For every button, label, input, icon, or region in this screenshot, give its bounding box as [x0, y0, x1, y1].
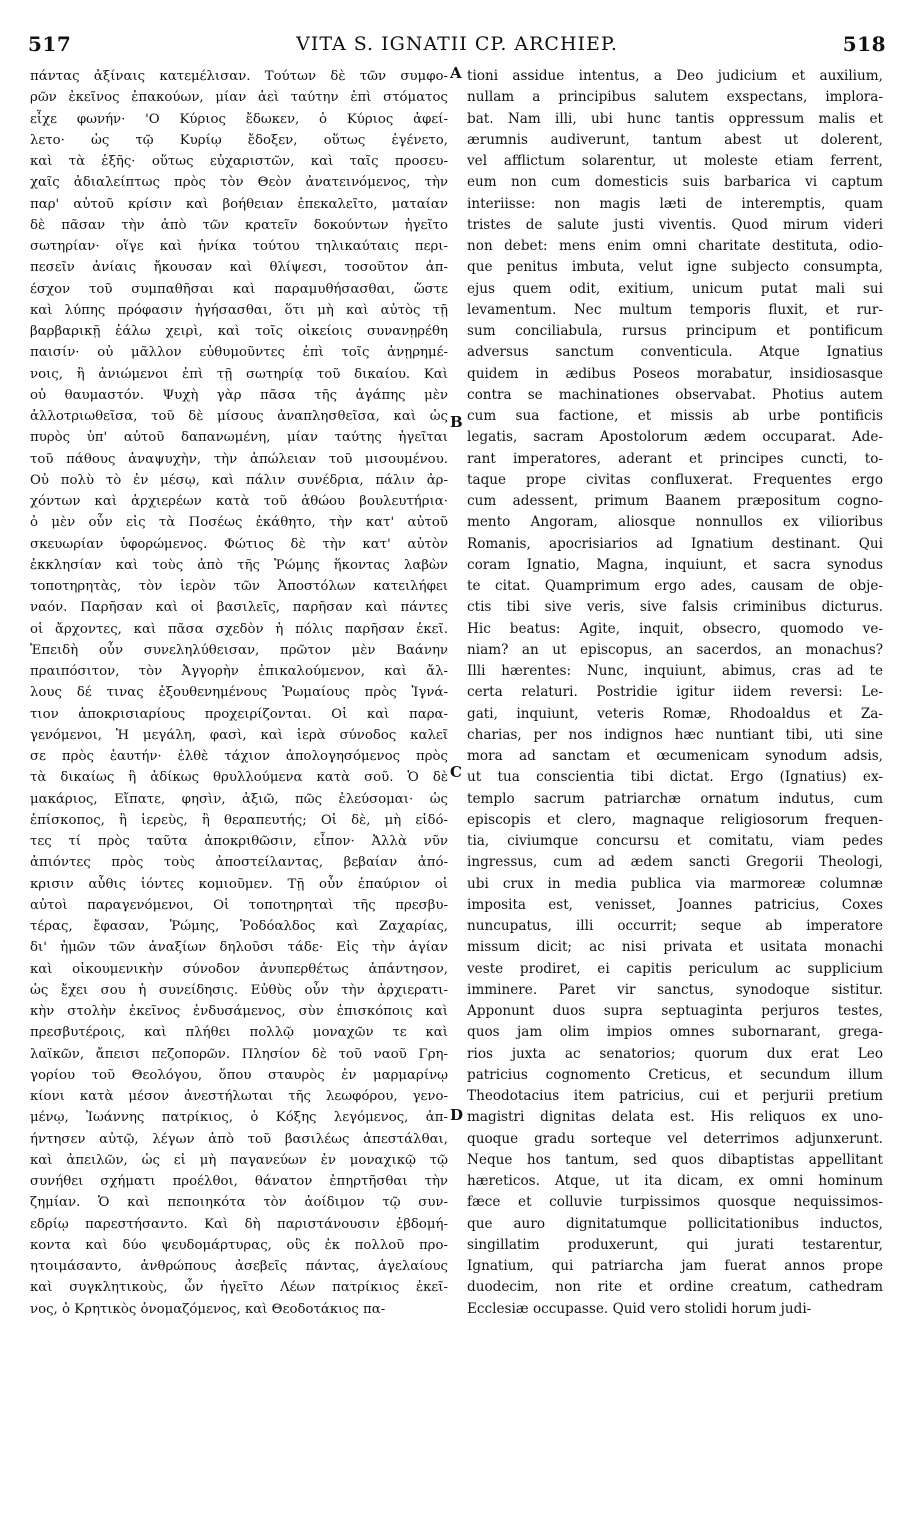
greek-text-line: οἱ ἄρχοντες, καὶ πᾶσα σχεδὸν ἡ πόλις παρῆσαν ἐκεῖ.	[30, 621, 448, 637]
greek-text-line: γενόμενοι, Ἡ μεγάλη, φασὶ, καὶ ἱερὰ σύνοδος καλεῖ	[30, 727, 448, 743]
greek-text-line: πεσεῖν ἀνίαις ἤκουσαν καὶ θλίψεσι, τοσοῦτον ἀπ-	[30, 260, 448, 276]
page-header	[28, 32, 886, 62]
latin-text-line: mora ad sanctam et œcumenicam synodum adsis,	[467, 748, 883, 764]
latin-text-line: Theodotacius item patricius, cui et perjurii pretium	[467, 1088, 883, 1104]
greek-text-line: πραιπόσιτον, τὸν Ἀγγορὴν ἐπικαλούμενον, καὶ ἄλ-	[30, 664, 448, 679]
greek-text-line: μένῳ, Ἰωάννης πατρίκιος, ὁ Κόξης λεγόμενος, ἀπ-	[30, 1110, 448, 1126]
greek-text-line: σε πρὸς ἑαυτήν· ἐλθὲ τάχιον ἀπολογησόμενος πρὸς	[30, 749, 448, 764]
greek-text-line: δὲ πᾶσαν τὴν ἀπὸ τῶν κρατεῖν δοκούντων ἡγεῖτο	[30, 217, 448, 233]
latin-text-line: ingressus, cum ad ædem sancti Gregorii Theologi,	[467, 854, 883, 871]
greek-text-line: βαρβαρικῇ ἑάλω χειρὶ, καὶ τοῖς οἰκείοις συνανῃρέθη	[30, 324, 448, 339]
latin-text-line: hæreticos. Atque, ut ita dicam, ex omni hominum	[467, 1173, 883, 1189]
latin-text-line: quos jam olim impios omnes subornarant, grega-	[467, 1024, 883, 1041]
latin-text-line: Romanis, apocrisiarios ad Ignatium destinant. Qui	[467, 535, 883, 552]
greek-text-line: τοποτηρητὰς, τὸν ἱερὸν τῶν Ἀποστόλων κατειλήφει	[30, 579, 448, 594]
latin-text-line: eum non cum domesticis suis barbarica vi captum	[467, 174, 883, 191]
latin-text-line: tioni assidue intentus, a Deo judicium et auxilium,	[467, 68, 883, 84]
greek-text-line: μακάριος, Εἴπατε, φησὶν, ἀξιῶ, πῶς ἐλεύσομαι· ὡς	[30, 791, 448, 807]
latin-text-line: imposita est, venisset, Joannes patricius, Coxes	[467, 896, 883, 913]
greek-text-line: εἶχε φωνήν· 'Ο Κύριος ἔδωκεν, ὁ Κύριος ἀφεί-	[30, 111, 448, 127]
latin-text-line: coram Ignatio, Magna, inquiunt, et sacra synodus	[467, 556, 883, 573]
greek-text-line: ζημίαν. Ὁ καὶ πεποιηκότα τὸν ἀοίδιμον τῷ συν-	[30, 1195, 448, 1211]
greek-text-line: εδρίῳ παρεστήσαντο. Καὶ δὴ παριστάνουσιν ἑβδομή-	[30, 1216, 448, 1232]
greek-text-line: κίονι κατὰ μέσον ἀνεστήλωται τῆς λεωφόρου, γενο-	[30, 1089, 448, 1104]
latin-text-line: te citat. Quamprimum ergo ades, causam de obje-	[467, 578, 883, 594]
greek-text-line: ἐκκλησίαν καὶ τοὺς ἀπὸ τῆς Ῥώμης ἥκοντας λαβὼν	[30, 557, 448, 573]
greek-text-line: ὡς ἔχει σου ἡ συνείδησις. Εὐθὺς οὖν τὴν ἀρχιερατι-	[30, 982, 448, 998]
greek-text-line: πρεσβυτέροις, καὶ πλήθει πολλῷ μοναχῶν τε καὶ	[30, 1025, 448, 1041]
latin-text-line: mento Angoram, aliosque nonnullos ex vilioribus	[467, 514, 883, 531]
greek-text-line: οὐ θαυμαστόν. Ψυχὴ γὰρ πᾶσα τῆς ἀγάπης μὲν	[30, 387, 448, 403]
latin-text-line: nullam a principibus salutem exspectans, implora-	[467, 89, 883, 106]
latin-text-line: Illi hærentes: Nunc, inquiunt, abimus, cras ad te	[467, 663, 883, 679]
greek-text-line: τέρας, ἔφασαν, Ῥώμης, Ῥοδόαλδος καὶ Ζαχαρίας,	[30, 919, 448, 934]
latin-text-line: ærumnis audiverunt, tantum abest ut dolerent,	[467, 131, 883, 148]
greek-text-line: τὰ δικαίως ἢ ἀδίκως θρυλλούμενα κατὰ σοῦ. Ὁ δὲ	[30, 770, 448, 786]
latin-text-line: ejus quem odit, exitium, unicum putat mali sui	[467, 280, 883, 297]
latin-text-line: Hic beatus: Agite, inquit, obsecro, quomodo ve-	[467, 620, 883, 637]
greek-text-line: ητοιμάσαντο, ἀνθρώπους ἀσεβεῖς πάντας, ἀγελαίους	[30, 1259, 448, 1274]
latin-text-line: quidem in ædibus Poseos morabatur, insidiosasque	[467, 365, 883, 382]
greek-text-line: καὶ τὰ ἑξῆς· οὕτως εὐχαριστῶν, καὶ ταῖς προσευ-	[30, 154, 448, 169]
greek-text-line: τοῦ πάθους ἀναψυχὴν, τὴν ἀπώλειαν τοῦ μισουμένου.	[30, 451, 448, 467]
latin-text-line: templo sacrum patriarchæ ornatum indutus, cum	[467, 790, 883, 807]
latin-text-column	[467, 66, 883, 1320]
latin-text-line: imminere. Paret vir sanctus, synodoque sistitur.	[467, 981, 883, 998]
margin-marker-c: C	[450, 763, 462, 781]
latin-text-line: niam? an ut episcopus, an sacerdos, an monachus?	[467, 641, 883, 658]
greek-text-line: Οὐ πολὺ τὸ ἐν μέσῳ, καὶ πάλιν συνέδρια, πάλιν ἀρ-	[30, 472, 448, 488]
greek-text-line: δι' ἡμῶν τῶν ἀναξίων δηλοῦσι τάδε· Εἰς τὴν ἁγίαν	[30, 940, 448, 956]
latin-text-line: tristes de salute justi viventis. Quod mirum videri	[467, 216, 883, 233]
greek-text-line: χαῖς ἀδιαλείπτως πρὸς τὸν Θεὸν ἀνατεινόμενος, τὴν	[30, 175, 448, 191]
greek-text-line: παρ' αὐτοῦ κρίσιν καὶ βοήθειαν ἐπεκαλεῖτο, ματαίαν	[30, 196, 448, 212]
latin-text-line: rios juxta ac senatorios; quorum dux erat Leo	[467, 1045, 883, 1062]
running-title: VITA S. IGNATII CP. ARCHIEP.	[296, 33, 618, 55]
latin-text-line: ubi crux in media publica via marmoreæ columnæ	[467, 875, 883, 892]
latin-text-line: duodecim, non rite et ordine creatum, cathedram	[467, 1279, 883, 1296]
latin-text-line: gati, inquiunt, veteris Romæ, Rhodoaldus et Za-	[467, 705, 883, 722]
margin-marker-a: A	[450, 64, 462, 82]
greek-text-line: λους δέ τινας ἐξουθενημένους Ῥωμαίους πρὸς Ἰγνά-	[30, 685, 448, 701]
latin-text-line: adversus sanctum conventicula. Atque Ignatius	[467, 344, 883, 361]
greek-text-line: κοντα καὶ δύο ψευδομάρτυρας, οὓς ἐκ πολλοῦ προ-	[30, 1237, 448, 1253]
latin-text-line: taque prope civitas confluxerat. Frequentes ergo	[467, 471, 883, 488]
latin-text-line: Ecclesiæ occupasse. Quid vero stolidi horum judi-	[467, 1300, 812, 1317]
latin-text-line: magistri dignitas delata est. His reliquos ex uno-	[467, 1109, 883, 1126]
greek-text-line: παισίν· οὐ μᾶλλον εὐθυμοῦντες ἐπὶ τοῖς ἀνῃρημέ-	[30, 345, 448, 361]
greek-text-line: ἐπίσκοπος, ἢ ἱερεὺς, ἢ θεραπευτής; Οἱ δὲ, μὴ εἰδό-	[30, 812, 448, 828]
greek-text-line: πάντας ἀξίναις κατεμέλισαν. Τούτων δὲ τῶν συμφο-	[30, 69, 448, 84]
greek-text-line: συνήθει σχήματι προέλθοι, θάνατον ἐπηρτῆσθαι τὴν	[30, 1174, 448, 1189]
greek-text-line: νος, ὁ Κρητικὸς ὀνομαζόμενος, καὶ Θεοδοτάκιος πα-	[30, 1301, 386, 1317]
greek-text-line: Ἐπειδὴ οὖν συνεληλύθεισαν, πρῶτον μὲν Βαάνην	[30, 642, 448, 658]
greek-text-column	[30, 66, 448, 1320]
latin-text-line: Apponunt duos supra septuaginta perjuros testes,	[467, 1003, 883, 1019]
latin-text-line: cum sua factione, et missis ab urbe pontificis	[467, 408, 883, 424]
latin-text-line: ut tua conscientia tibi dictat. Ergo (Ignatius) ex-	[467, 769, 883, 786]
latin-text-line: patricius cognomento Creticus, et secundum illum	[467, 1066, 883, 1083]
greek-text-line: τιον ἀποκρισιαρίους προχειρίζονται. Οἱ καὶ παρα-	[30, 706, 448, 722]
latin-text-line: cum adessent, primum Baanem præpositum cogno-	[467, 493, 883, 509]
latin-text-line: Neque hos tantum, sed quos dibaptistas appellitant	[467, 1151, 883, 1168]
greek-text-line: χόντων καὶ ἀρχιερέων κατὰ τοῦ ἀθώου βουλευτήρια·	[30, 494, 448, 509]
greek-text-line: ναόν. Παρῆσαν καὶ οἱ βασιλεῖς, παρῆσαν καὶ πάντες	[30, 600, 448, 616]
page-number-right: 518	[842, 32, 886, 56]
greek-text-line: ἀλλοτριωθεῖσα, τοῦ δὲ μίσους ἀναπλησθεῖσα, καὶ ὡς	[30, 409, 448, 424]
latin-text-line: vel afflictum solarentur, ut moleste etiam ferrent,	[467, 153, 883, 169]
latin-text-line: charias, per nos indignos hæc nuntiant tibi, uti sine	[467, 726, 883, 743]
greek-text-line: καὶ συγκλητικοὺς, ὧν ἡγεῖτο Λέων πατρίκιος ἐκεῖ-	[30, 1280, 448, 1296]
latin-text-line: contra se machinationes observabat. Photius autem	[467, 386, 883, 403]
latin-text-line: nuncupatus, illi occurrit; seque ab imperatore	[467, 918, 883, 934]
latin-text-line: quoque gradu sorteque vel deterrimos adjunxerunt.	[467, 1130, 883, 1147]
greek-text-line: νοις, ἢ ἀνιώμενοι ἐπὶ τῇ σωτηρίᾳ τοῦ δικαίου. Καὶ	[30, 366, 448, 382]
greek-text-line: τες τί πρὸς ταῦτα ἀποκριθῶσιν, εἶπον· Ἀλλὰ νῦν	[30, 834, 448, 849]
greek-text-line: καὶ λύπης πρόφασιν ἡγήσασθαι, ὅτι μὴ καὶ αὐτὸς τῇ	[30, 302, 448, 318]
latin-text-line: rant imperatores, aderant et principes cuncti, to-	[467, 450, 883, 467]
margin-marker-b: B	[450, 413, 463, 431]
latin-text-line: sum conciliabula, rursus principum et pontificum	[467, 323, 883, 339]
greek-text-line: γορίου τοῦ Θεολόγου, ὅπου σταυρὸς ἐν μαρμαρίνῳ	[30, 1067, 448, 1083]
greek-text-line: αὐτοὶ παραγενόμενοι, Οἱ τοποτηρηταὶ τῆς πρεσβυ-	[30, 897, 448, 913]
latin-text-line: ctis tibi sive veris, sive falsis criminibus dicturus.	[467, 599, 883, 616]
latin-text-line: tia, civiumque concursu et comitatu, viam pedes	[467, 833, 883, 849]
greek-text-line: λετο· ὡς τῷ Κυρίῳ ἔδοξεν, οὕτως ἐγένετο,	[30, 132, 448, 148]
greek-text-line: σκευωρίαν ὑφορώμενος. Φώτιος δὲ τὴν κατ' αὐτὸν	[30, 536, 448, 552]
greek-text-line: κρισιν αὖθις ἰόντες κομιοῦμεν. Τῇ οὖν ἐπαύριον οἱ	[30, 876, 448, 892]
latin-text-line: que auro dignitatumque pollicitationibus inductos,	[467, 1215, 883, 1232]
greek-text-line: πυρὸς ὑπ' αὐτοῦ δαπανωμένη, μίαν ταύτης ἡγεῖται	[30, 430, 448, 446]
greek-text-line: λαϊκῶν, ἄπεισι πεζοπορῶν. Πλησίον δὲ τοῦ ναοῦ Γρη-	[30, 1046, 448, 1062]
latin-text-line: bat. Nam illi, ubi hunc tantis oppressum malis et	[467, 110, 883, 127]
latin-text-line: levamentum. Nec multum temporis fluxit, et rur-	[467, 301, 883, 318]
greek-text-line: ήντησεν αὐτῷ, λέγων ἀπὸ τοῦ βασιλέως ἀπεστάλθαι,	[30, 1131, 448, 1147]
greek-text-line: ρῶν ἐκεῖνος ἐπακούων, μίαν ἀεὶ ταύτην ἐπὶ στόματος	[30, 90, 448, 106]
latin-text-line: episcopis et clero, magnaque religiosorum frequen-	[467, 811, 883, 828]
latin-text-line: legatis, sacram Apostolorum ædem occuparat. Ade-	[467, 429, 883, 446]
page-number-left: 517	[28, 32, 72, 56]
greek-text-line: καὶ οἰκουμενικὴν σύνοδον ἀνυπερθέτως ἀπάντησον,	[30, 961, 448, 977]
latin-text-line: interiisse: non magis læti de interemptis, quam	[467, 195, 883, 212]
greek-text-line: καὶ ἀπειλῶν, ὡς εἰ μὴ παγανεύων ἐν μοναχικῷ τῷ	[30, 1152, 448, 1168]
latin-text-line: singillatim produxerunt, qui jurati testarentur,	[467, 1236, 883, 1253]
latin-text-line: missum dicit; ac nisi privata et usitata monachi	[467, 939, 883, 956]
greek-text-line: έσχον τοῦ συμπαθῆσαι καὶ παραμυθήσασθαι, ὥστε	[30, 281, 448, 297]
latin-text-line: veste prodiret, ei capitis periculum ac supplicium	[467, 960, 883, 977]
latin-text-line: non debet: mens enim omni charitate destituta, odio-	[467, 238, 883, 254]
latin-text-line: certa relaturi. Postridie igitur iidem reversi: Le-	[467, 684, 883, 701]
greek-text-line: κὴν στολὴν ἐκεῖνος ἐνδυσάμενος, σὺν ἐπισκόποις καὶ	[30, 1004, 448, 1019]
greek-text-line: ἀπιόντες πρὸς τοὺς ἀποστείλαντας, βεβαίαν ἀπό-	[30, 855, 448, 871]
latin-text-line: que penitus imbuta, velut igne subjecto consumpta,	[467, 259, 883, 276]
greek-text-line: ὁ μὲν οὖν εἰς τὰ Ποσέως ἐκάθητο, τὴν κατ' αὐτοῦ	[30, 515, 448, 531]
latin-text-line: Ignatium, qui patriarcha jam fuerat annos prope	[467, 1258, 883, 1274]
margin-marker-d: D	[450, 1106, 464, 1124]
latin-text-line: fæce et colluvie turpissimos quosque nequissimos-	[467, 1194, 883, 1211]
greek-text-line: σωτηρίαν· οἵγε καὶ ἡνίκα τούτου τηλικαύταις περι-	[30, 239, 448, 254]
